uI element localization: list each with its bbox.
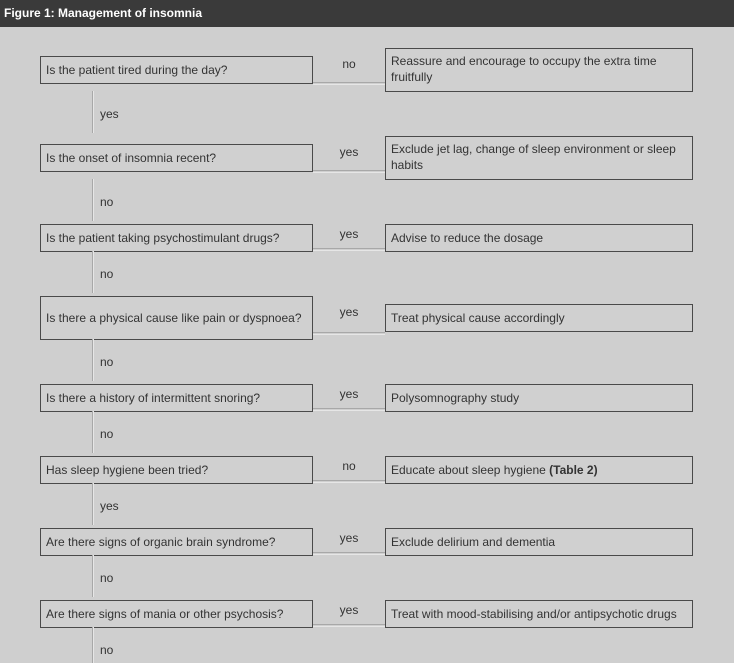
action-box: Treat physical cause accordingly <box>385 304 693 332</box>
down-connector <box>92 91 94 133</box>
down-label: yes <box>100 499 119 513</box>
question-box: Are there signs of organic brain syndrome? <box>40 528 313 556</box>
action-box: Exclude jet lag, change of sleep environment or sleep habits <box>385 136 693 180</box>
down-connector <box>92 627 94 663</box>
branch-label: yes <box>339 387 359 401</box>
question-box: Is there a history of intermittent snoring? <box>40 384 313 412</box>
branch-label: no <box>342 459 356 473</box>
down-label: yes <box>100 107 119 121</box>
connector <box>313 480 385 483</box>
action-box: Reassure and encourage to occupy the extra time fruitfully <box>385 48 693 92</box>
down-connector <box>92 483 94 525</box>
question-box: Is there a physical cause like pain or dyspnoea? <box>40 296 313 340</box>
question-box: Is the onset of insomnia recent? <box>40 144 313 172</box>
connector <box>313 408 385 411</box>
branch-label: no <box>342 57 356 71</box>
action-text: Educate about sleep hygiene <box>391 463 546 477</box>
question-box: Has sleep hygiene been tried? <box>40 456 313 484</box>
down-connector <box>92 411 94 453</box>
branch-label: yes <box>339 305 359 319</box>
action-box: Advise to reduce the dosage <box>385 224 693 252</box>
branch-label: yes <box>339 145 359 159</box>
connector <box>313 82 385 85</box>
question-box: Is the patient tired during the day? <box>40 56 313 84</box>
action-box: Exclude delirium and dementia <box>385 528 693 556</box>
down-connector <box>92 555 94 597</box>
connector <box>313 624 385 627</box>
down-label: no <box>100 571 114 585</box>
action-box <box>385 456 693 484</box>
action-box: Treat with mood-stabilising and/or antipsychotic drugs <box>385 600 693 628</box>
down-label: no <box>100 427 114 441</box>
connector <box>313 332 385 335</box>
down-connector <box>92 251 94 293</box>
down-connector <box>92 339 94 381</box>
branch-label: yes <box>339 227 359 241</box>
figure-title: Figure 1: Management of insomnia <box>0 0 734 27</box>
connector <box>313 552 385 555</box>
down-label: no <box>100 195 114 209</box>
question-box: Is the patient taking psychostimulant drugs? <box>40 224 313 252</box>
connector <box>313 248 385 251</box>
down-label: no <box>100 267 114 281</box>
flowchart <box>0 27 734 663</box>
table-reference: (Table 2) <box>549 463 598 477</box>
branch-label: yes <box>339 603 359 617</box>
question-box: Are there signs of mania or other psychosis? <box>40 600 313 628</box>
down-label: no <box>100 643 114 657</box>
down-label: no <box>100 355 114 369</box>
action-box: Polysomnography study <box>385 384 693 412</box>
connector <box>313 170 385 173</box>
branch-label: yes <box>339 531 359 545</box>
down-connector <box>92 179 94 221</box>
